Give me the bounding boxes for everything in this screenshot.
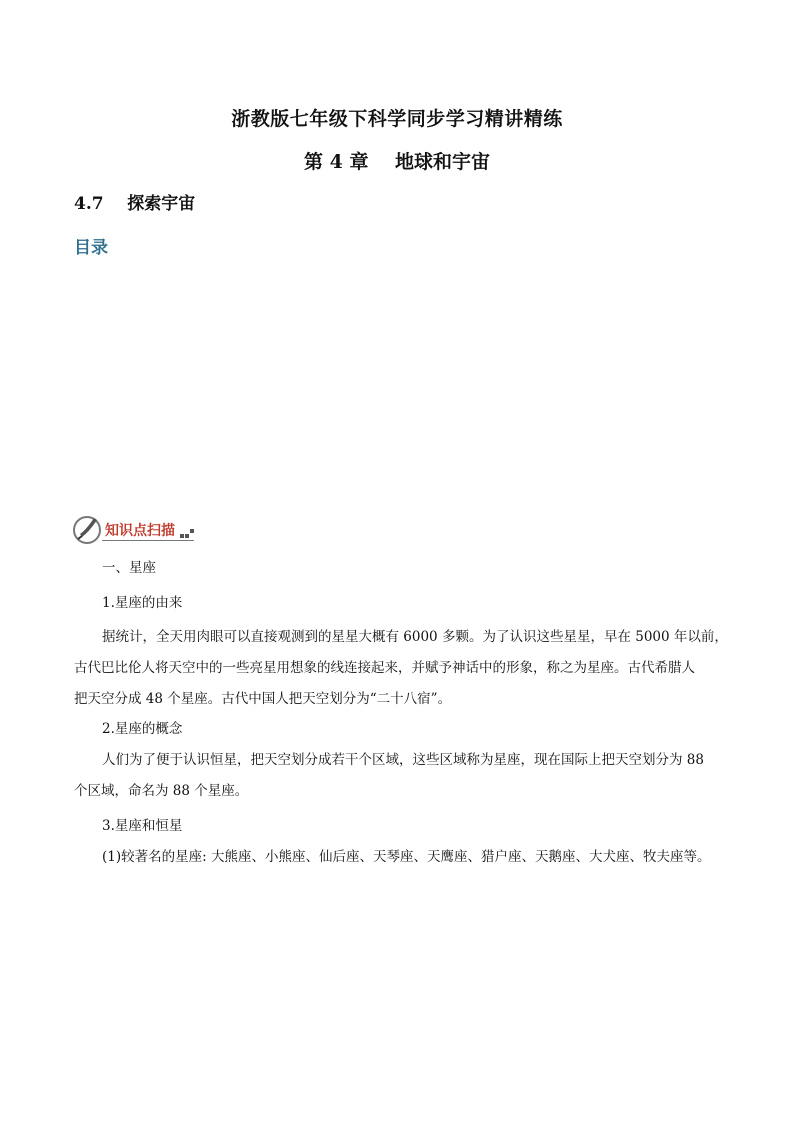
subheading-origin: 1.星座的由来: [102, 595, 183, 611]
heading-constellation: 一、星座: [102, 560, 156, 576]
chapter-title: 第 4 章 地球和宇宙: [304, 151, 490, 173]
toc-heading[interactable]: 目录: [74, 238, 108, 258]
pen-icon: [72, 512, 106, 546]
knowledge-point-banner: [72, 512, 197, 546]
paragraph-line: (1)较著名的星座: 大熊座、小熊座、仙后座、天琴座、天鹰座、猎户座、天鹅座、大犬座、牧夫座等。: [102, 849, 711, 865]
subheading-stars: 3.星座和恒星: [102, 818, 183, 834]
banner-dots: [174, 532, 194, 540]
paragraph-line: 个区域，命名为 88 个星座。: [74, 783, 249, 799]
banner-underline: [102, 540, 194, 541]
paragraph-line: 古代巴比伦人将天空中的一些亮星用想象的线连接起来，并赋予神话中的形象，称之为星座。古代希腊人: [74, 660, 695, 676]
page-title: 浙教版七年级下科学同步学习精讲精练: [231, 108, 563, 130]
knowledge-point-label: 知识点扫描: [105, 523, 175, 539]
paragraph-line: 把天空分成 48 个星座。古代中国人把天空划分为“二十八宿”。: [74, 691, 452, 707]
section-heading: 4.7 探索宇宙: [74, 194, 196, 214]
subheading-concept: 2.星座的概念: [102, 721, 183, 737]
paragraph-line: 人们为了便于认识恒星，把天空划分成若干个区域，这些区域称为星座，现在国际上把天空划分为 88: [102, 752, 704, 768]
paragraph-line: 据统计，全天用肉眼可以直接观测到的星星大概有 6000 多颗。为了认识这些星星，早在 5000 年以前，: [102, 629, 728, 645]
